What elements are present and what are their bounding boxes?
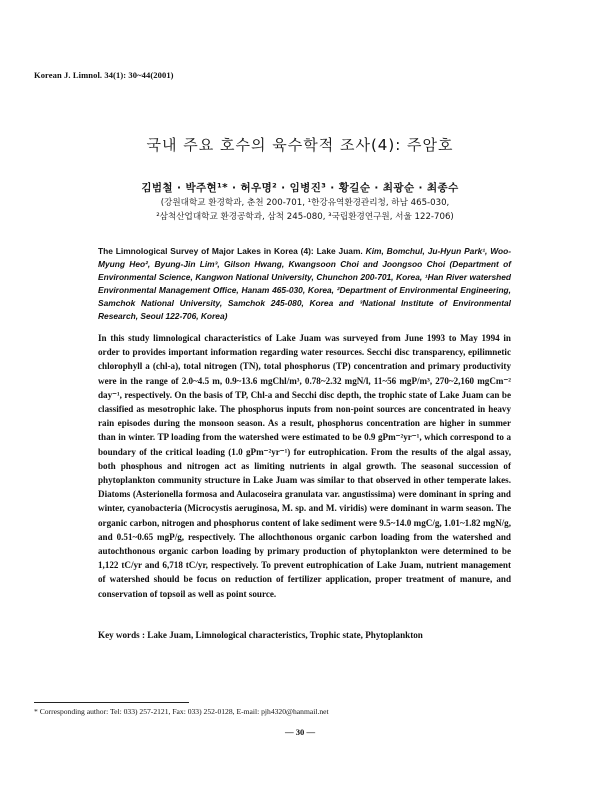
author-list: 김범철 · 박주현¹* · 허우명² · 임병진³ · 황길순 · 최광순 · 최종수 [141, 182, 459, 194]
english-authors: Kim, Bomchul, Ju-Hyun Park¹, Woo-Myung Heo², Byung-Jin Lim³, Gilson Hwang, Kwangsoon Choi and Joongsoo Choi [98, 246, 512, 269]
abstract-text: In this study limnological characteristics of Lake Juam was surveyed from June 1993 to May 1994 in order to provides important information regarding water resources. Secchi disc transparency, epilimnetic chlorophyll a (chl-a), total nitrogen (TN), total phosphorus (TP) concentration and primary productivity were in the range of 2.0~4.5 m, 0.9~13.6 mgChl/m³, 0.78~2.32 mgN/l, 11~56 mgP/m³, 270~2,160 mgCm⁻² day⁻¹, respectively. On the basis of TP, Chl-a and Secchi disc depth, the trophic state of Lake Juam can be classified as mesotrophic lake. The phosphorus inputs from non-point sources are concentrated in heavy rain episodes during the monsoon season. As a result, phosphorus concentration are higher in summer than in winter. TP loading from the watershed were estimated to be 0.9 gPm⁻²yr⁻¹, which correspond to a boundary of the critical loading (1.0 gPm⁻²yr⁻¹) for eutrophication. From the results of the algal assay, both phosphous and nitrogen act as limiting nutrients in algal growth. The seasonal succession of phytoplankton community structure in Lake Juam was similar to that observed in other temperate lakes. Diatoms (Asterionella formosa and Aulacoseira granulata var. angustissima) were dominant in spring and winter, cyanobacteria (Microcystis aeruginosa, M. sp. and M. viridis) were dominant in warm season. The organic carbon, nitrogen and phosphorus content of lake sediment were 9.5~14.0 mgC/g, 1.01~1.82 mgN/g, and 0.51~0.65 mgP/g, respectively. The allochthonous organic carbon loading from the watershed and autochthonous organic carbon loading by primary production of phytoplankton were determined to be 1,122 tC/yr and 6,718 tC/yr, respectively. To prevent eutrophication of Lake Juam, nutrient management of watershed should be focus on reduction of fertilizer application, proper treatment of manure, and conservation of topsoil as well as point source. [98, 333, 511, 599]
paper-title: 국내 주요 호수의 육수학적 조사(4): 주암호 [146, 136, 454, 154]
affiliation-line-2: ²삼척산업대학교 환경공학과, 삼척 245-080, ³국립환경연구원, 서울 122-706) [156, 212, 454, 222]
journal-reference: Korean J. Limnol. 34(1): 30~44(2001) [34, 70, 174, 80]
corresponding-author-footnote: * Corresponding author: Tel: 033) 257-2121, Fax: 033) 252-0128, E-mail: pjh4320@hanmail.net [34, 707, 329, 716]
english-title: The Limnological Survey of Major Lakes in Korea (4): Lake Juam. [98, 246, 363, 256]
english-affiliations: (Department of Environmental Science, Kangwon National University, Chunchon 200-701, Korea, ¹Han River watershed Environmental Management Office, Hanam 465-030, Korea, ²Department of Environmental Engineering, Samchok National University, Samchok 245-080, Korea and ³National Institute of Environmental Research, Seoul 122-706, Korea) [98, 259, 512, 321]
abstract [98, 331, 511, 601]
affiliation-line-1: (강원대학교 환경학과, 춘천 200-701, ¹한강유역환경관리청, 하남 465-030, [160, 198, 450, 208]
page-number: — 30 — [284, 727, 316, 737]
footnote-divider [34, 702, 189, 703]
english-header [98, 245, 511, 323]
keywords: Key words : Lake Juam, Limnological characteristics, Trophic state, Phytoplankton [98, 630, 423, 640]
